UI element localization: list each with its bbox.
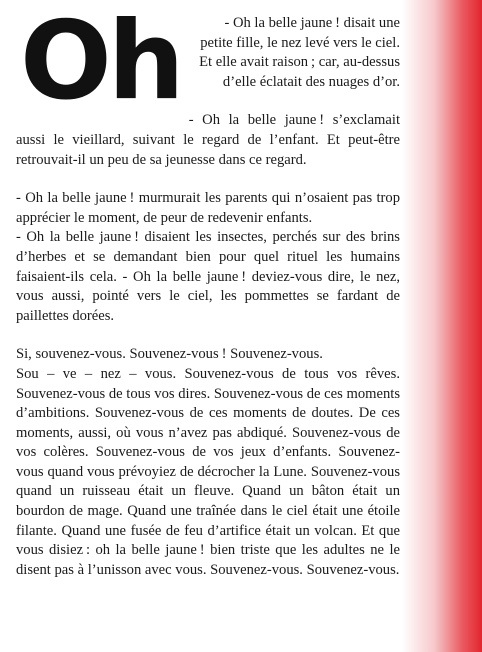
paragraph-5: Si, souvenez-vous. Souvenez-vous ! Souvenez-vous.: [16, 346, 323, 363]
story-text: [16, 0, 400, 580]
dropcap-oh: Oh: [20, 0, 181, 124]
paragraph-4: - Oh la belle jaune ! disaient les insectes, perchés sur des brins d’herbes et se demandant bien pour quel rituel les humains faisaient-ils cela. - Oh la belle jaune ! deviez-vous dire, le nez, vous aussi, pointé vers le ciel, les pommettes se fardant de paillettes dorées.: [16, 229, 400, 324]
paragraph-2: - Oh la belle jaune ! s’exclamait aussi le vieillard, suivant le regard de l’enfant. Et peut-être retrouvait-il un peu de sa jeunesse dans ce regard.: [16, 112, 400, 168]
paragraph-3: - Oh la belle jaune ! murmurait les parents qui n’osaient pas trop apprécier le moment, de peur de redevenir enfants.: [16, 190, 400, 226]
red-gradient-band: [402, 0, 482, 652]
paragraph-6: Sou – ve – nez – vous. Souvenez-vous de tous vos rêves. Souvenez-vous de tous vos dires. Souvenez-vous de ces moments d’ambitions. Souvenez-vous de ces moments de doutes. De ces moments, aussi, où vous n’avez pas abdiqué. Souvenez-vous de vos colères. Souvenez-vous de vos jeux d’enfants. Souvenez-vous quand vous prévoyiez de décrocher la Lune. Souvenez-vous quand un ruisseau était un fleuve. Quand un bâton était un bourdon de mage. Quand une traînée dans le ciel était une étoile filante. Quand une fusée de feu d’artifice était un volcan. Et que vous disiez : oh la belle jaune ! bien triste que les adultes ne le disent pas à l’unisson avec vous. Souvenez-vous. Souvenez-vous.: [16, 365, 400, 578]
paragraph-1: - Oh la belle jaune ! disait une petite fille, le nez levé vers le ciel. Et elle avait raison ; car, au-dessus d’elle éclatait des nuages d’or.: [199, 15, 400, 90]
